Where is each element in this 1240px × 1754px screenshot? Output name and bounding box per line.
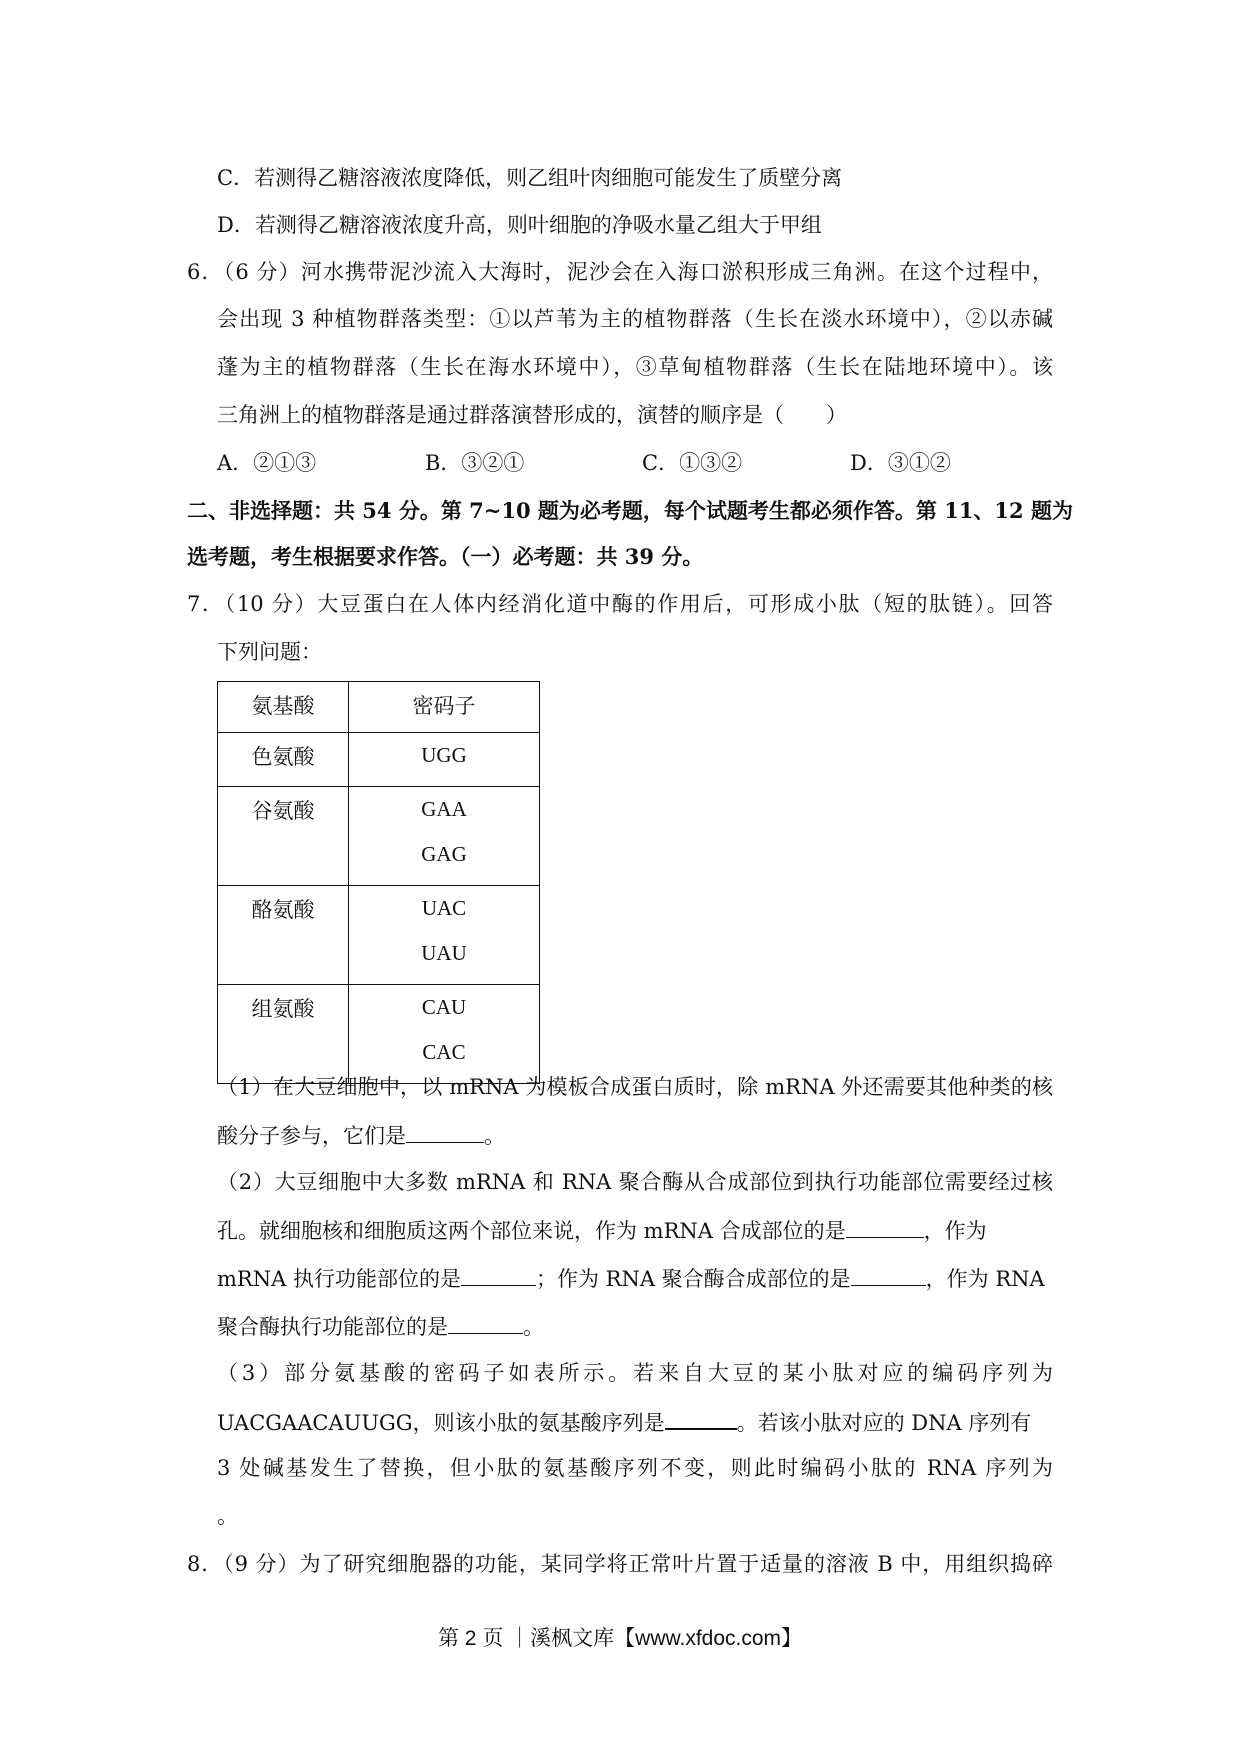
answer-blank — [448, 1311, 523, 1334]
q7-part2-line-1: （2）大豆细胞中大多数 mRNA 和 RNA 聚合酶从合成部位到执行功能部位需要经过核 — [217, 1170, 1053, 1194]
q7-part3-text: 。若该小肽对应的 DNA 序列有 — [736, 1411, 1032, 1435]
q5-option-c: C．若测得乙糖溶液浓度降低，则乙组叶肉细胞可能发生了质壁分离 — [217, 166, 843, 190]
codon: UGG — [421, 743, 467, 767]
q7-part1-text: 酸分子参与，它们是 — [217, 1124, 406, 1148]
codon: GAG — [421, 842, 467, 866]
q6-line-4: 三角洲上的植物群落是通过群落演替形成的，演替的顺序是（ ） — [217, 403, 847, 427]
q6-option-c: C．①③② — [642, 451, 743, 475]
section-heading-line-2: 选考题，考生根据要求作答。（一）必考题：共 39 分。 — [187, 544, 704, 569]
table-header-row — [218, 682, 540, 733]
q6-option-a: A．②①③ — [217, 451, 317, 475]
answer-blank — [851, 1263, 926, 1286]
q7-part1-line-1: （1）在大豆细胞中，以 mRNA 为模板合成蛋白质时，除 mRNA 外还需要其他种类的核 — [217, 1075, 1053, 1099]
q7-part3-line-4: 。 — [217, 1504, 238, 1528]
q7-part3-line-1: （3）部分氨基酸的密码子如表所示。若来自大豆的某小肽对应的编码序列为 — [217, 1361, 1053, 1385]
q7-part1-end: 。 — [484, 1124, 505, 1148]
answer-blank — [846, 1215, 924, 1238]
codon-cell — [349, 787, 540, 886]
answer-blank — [665, 1406, 737, 1430]
table-row — [218, 985, 540, 1084]
q7-part3-text: UACGAACAUUGG，则该小肽的氨基酸序列是 — [217, 1411, 665, 1435]
q6-option-b: B．③②① — [425, 451, 525, 475]
codon: GAA — [421, 797, 467, 821]
q7-part2-end: 。 — [523, 1315, 544, 1339]
codon-cell — [349, 733, 540, 787]
header-amino-acid: 氨基酸 — [218, 682, 349, 733]
codon: CAC — [422, 1040, 466, 1064]
codon-cell — [349, 886, 540, 985]
amino-acid-cell: 谷氨酸 — [218, 787, 349, 886]
q7-part3-line-2 — [217, 1406, 1031, 1438]
answer-blank — [406, 1120, 484, 1143]
q7-part1-line-2 — [217, 1120, 505, 1151]
q7-part2-text: ，作为 — [923, 1219, 987, 1243]
q7-part3-line-3: 3 处碱基发生了替换，但小肽的氨基酸序列不变，则此时编码小肽的 RNA 序列为 — [217, 1456, 1053, 1480]
amino-acid-cell: 酪氨酸 — [218, 886, 349, 985]
q6-line-2: 会出现 3 种植物群落类型：①以芦苇为主的植物群落（生长在淡水环境中），②以赤碱 — [217, 307, 1053, 331]
amino-acid-cell: 组氨酸 — [218, 985, 349, 1084]
q6-line-1: 6．（6 分）河水携带泥沙流入大海时，泥沙会在入海口淤积形成三角洲。在这个过程中， — [187, 260, 1053, 284]
codon: CAU — [421, 995, 467, 1019]
amino-acid-cell: 色氨酸 — [218, 733, 349, 787]
q7-stem-line-2: 下列问题： — [217, 640, 322, 664]
q7-part2-line-4 — [217, 1311, 544, 1342]
section-heading-line-1: 二、非选择题：共 54 分。第 7~10 题为必考题，每个试题考生都必须作答。第 11、12 题为 — [187, 498, 1073, 523]
codon-table — [217, 681, 540, 1084]
q5-option-d: D．若测得乙糖溶液浓度升高，则叶细胞的净吸水量乙组大于甲组 — [217, 213, 822, 237]
q6-option-d: D．③①② — [850, 451, 951, 475]
table-row — [218, 787, 540, 886]
q6-line-3: 蓬为主的植物群落（生长在海水环境中），③草甸植物群落（生长在陆地环境中）。该 — [217, 355, 1053, 379]
page-footer: 第 2 页 ｜溪枫文库【www.xfdoc.com】 — [437, 1627, 803, 1650]
codon: UAU — [421, 941, 467, 965]
q7-stem-line-1: 7．（10 分）大豆蛋白在人体内经消化道中酶的作用后，可形成小肽（短的肽链）。回答 — [187, 592, 1053, 616]
answer-blank — [461, 1263, 536, 1286]
header-codon: 密码子 — [349, 682, 540, 733]
q7-part2-text: ，作为 RNA — [925, 1267, 1045, 1291]
q7-part2-text: 孔。就细胞核和细胞质这两个部位来说，作为 mRNA 合成部位的是 — [217, 1219, 846, 1243]
q8-line-1: 8．（9 分）为了研究细胞器的功能，某同学将正常叶片置于适量的溶液 B 中，用组织捣碎 — [187, 1552, 1053, 1576]
q7-part2-text: mRNA 执行功能部位的是 — [217, 1267, 461, 1291]
codon: UAC — [421, 896, 467, 920]
q7-part2-line-3 — [217, 1263, 1045, 1294]
q7-part2-text: 聚合酶执行功能部位的是 — [217, 1315, 448, 1339]
codon-cell — [349, 985, 540, 1084]
q7-part2-text: ；作为 RNA 聚合酶合成部位的是 — [535, 1267, 851, 1291]
table-row — [218, 733, 540, 787]
table-row — [218, 886, 540, 985]
q7-part2-line-2 — [217, 1215, 987, 1246]
